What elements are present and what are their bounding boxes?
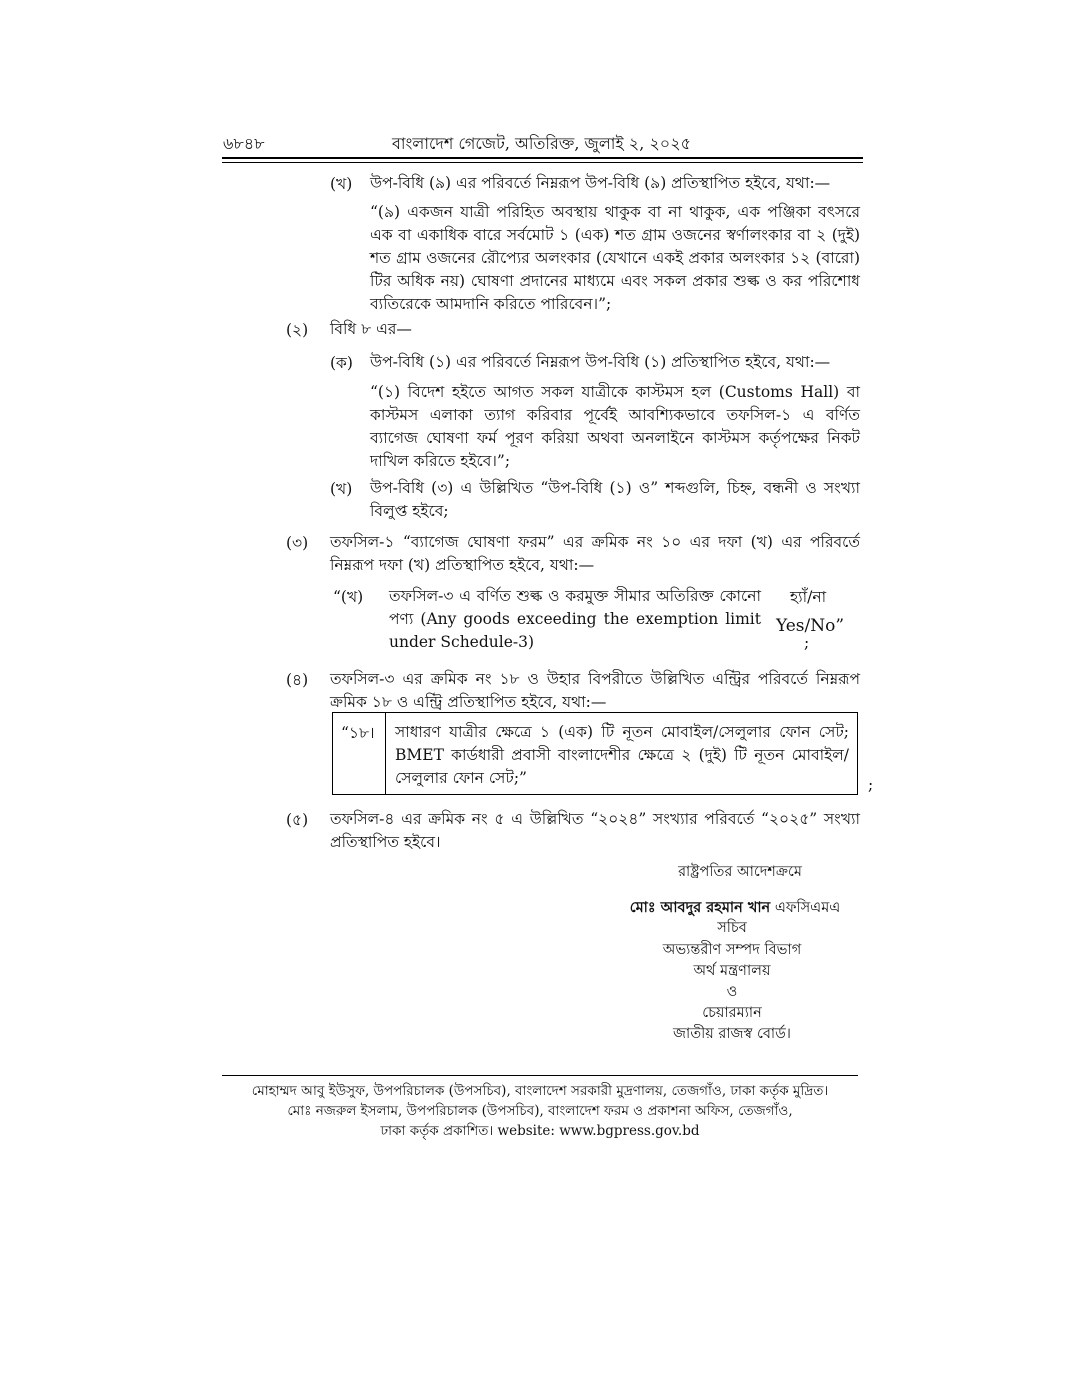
item2-text: বিধি ৮ এর—	[330, 320, 412, 338]
item5-label: (৫)	[286, 811, 309, 829]
signature-role2: চেয়ারম্যান	[702, 1005, 762, 1021]
signature-ministry: অর্থ মন্ত্রণালয়	[693, 963, 771, 979]
item4-table-divider	[385, 713, 386, 794]
page-number: ৬৮৪৮	[223, 134, 265, 153]
signature-order: রাষ্ট্রপতির আদেশক্রমে	[678, 864, 802, 880]
signature-name: মোঃ আবদুর রহমান খান	[629, 899, 771, 916]
item4-table-serial: “১৮।	[341, 724, 375, 742]
item3-entry-label: “(খ)	[333, 588, 364, 606]
item3-yes-no-bn: হ্যাঁ/না	[790, 588, 827, 606]
item2a-intro: উপ-বিধি (১) এর পরিবর্তে নিম্নরূপ উপ-বিধি (১) প্রতিস্থাপিত হইবে, যথা:—	[370, 353, 831, 371]
item2b-text: উপ-বিধি (৩) এ উল্লিখিত “উপ-বিধি (১) ও” শব্দগুলি, চিহ্ন, বন্ধনী ও সংখ্যা বিলুপ্ত হইবে;	[370, 479, 860, 520]
item3-label: (৩)	[286, 534, 309, 552]
item2a-quote: “(১) বিদেশ হইতে আগত সকল যাত্রীকে কাস্টমস হল (Customs Hall) বা কাস্টমস এলাকা ত্যাগ করিবার পূর্বেই আবশ্যিকভাবে তফসিল-১ এ বর্ণিত ব্যাগেজ ঘোষণা ফর্ম পূরণ করিয়া অথবা অনলাইনে কাস্টমস কর্তৃপক্ষের নিকট দাখিল করিতে হইবে।”;	[370, 383, 860, 470]
item4-label: (৪)	[286, 671, 309, 689]
item4-text: তফসিল-৩ এর ক্রমিক নং ১৮ ও উহার বিপরীতে উল্লিখিত এন্ট্রির পরিবর্তে নিম্নরূপ ক্রমিক ১৮ ও এন্ট্রি প্রতিস্থাপিত হইবে, যথা:—	[330, 670, 860, 711]
item2-label: (২)	[286, 321, 309, 339]
item1b-label: (খ)	[330, 175, 353, 193]
footer-line-1: মোহাম্মদ আবু ইউসুফ, উপপরিচালক (উপসচিব), বাংলাদেশ সরকারী মুদ্রণালয়, তেজগাঁও, ঢাকা কর্তৃক মুদ্রিত।	[251, 1083, 829, 1099]
item4-table	[332, 712, 858, 795]
footer-line-3: ঢাকা কর্তৃক প্রকাশিত। website: www.bgpress.gov.bd	[380, 1123, 700, 1139]
header-rule-thick	[222, 157, 863, 159]
footer-rule	[222, 1075, 858, 1076]
item3-yes-no-en: Yes/No”	[776, 616, 845, 636]
item5-text: তফসিল-৪ এর ক্রমিক নং ৫ এ উল্লিখিত “২০২৪” সংখ্যার পরিবর্তে “২০২৫” সংখ্যা প্রতিস্থাপিত হইবে।	[330, 810, 860, 851]
header-rule-thin	[222, 162, 863, 163]
signature-suffix: এফসিএমএ	[774, 900, 841, 916]
signature-title: সচিব	[717, 920, 747, 936]
item3-text: তফসিল-১ “ব্যাগেজ ঘোষণা ফরম” এর ক্রমিক নং ১০ এর দফা (খ) এর পরিবর্তে নিম্নরূপ দফা (খ) প্রতিস্থাপিত হইবে, যথা:—	[330, 533, 860, 574]
gazette-title: বাংলাদেশ গেজেট, অতিরিক্ত, জুলাই ২, ২০২৫	[392, 134, 691, 153]
item2b-label: (খ)	[330, 480, 353, 498]
signature-board: জাতীয় রাজস্ব বোর্ড।	[673, 1026, 791, 1042]
footer-line-2: মোঃ নজরুল ইসলাম, উপপরিচালক (উপসচিব), বাংলাদেশ ফরম ও প্রকাশনা অফিস, তেজগাঁও,	[287, 1103, 793, 1119]
item1b-intro: উপ-বিধি (৯) এর পরিবর্তে নিম্নরূপ উপ-বিধি (৯) প্রতিস্থাপিত হইবে, যথা:—	[370, 174, 831, 192]
item3-semicolon: ;	[804, 634, 810, 652]
item1b-quote: “(৯) একজন যাত্রী পরিহিত অবস্থায় থাকুক বা না থাকুক, এক পঞ্জিকা বৎসরে এক বা একাধিক বারে সর্বমোট ১ (এক) শত গ্রাম ওজনের স্বর্ণালংকার বা ২ (দুই) শত গ্রাম ওজনের রৌপ্যের অলংকার (যেখানে একই প্রকার অলংকার ১২ (বারো) টির অধিক নয়) ঘোষণা প্রদানের মাধ্যমে এবং সকল প্রকার শুল্ক ও কর পরিশোধ ব্যতিরেকে আমদানি করিতে পারিবেন।”;	[370, 203, 860, 313]
item4-semicolon: ;	[868, 776, 874, 794]
signature-name-line	[600, 897, 870, 919]
item3-entry-text: তফসিল-৩ এ বর্ণিত শুল্ক ও করমুক্ত সীমার অতিরিক্ত কোনো পণ্য (Any goods exceeding the exemption limit under Schedule-3)	[389, 587, 761, 651]
signature-division: অভ্যন্তরীণ সম্পদ বিভাগ	[662, 942, 802, 958]
item4-table-text: সাধারণ যাত্রীর ক্ষেত্রে ১ (এক) টি নূতন মোবাইল/সেলুলার ফোন সেট; BMET কার্ডধারী প্রবাসী বাংলাদেশীর ক্ষেত্রে ২ (দুই) টি নূতন মোবাইল/ সেলুলার ফোন সেট;”	[395, 723, 849, 787]
signature-and: ও	[726, 984, 738, 1000]
item2a-label: (ক)	[330, 354, 353, 372]
